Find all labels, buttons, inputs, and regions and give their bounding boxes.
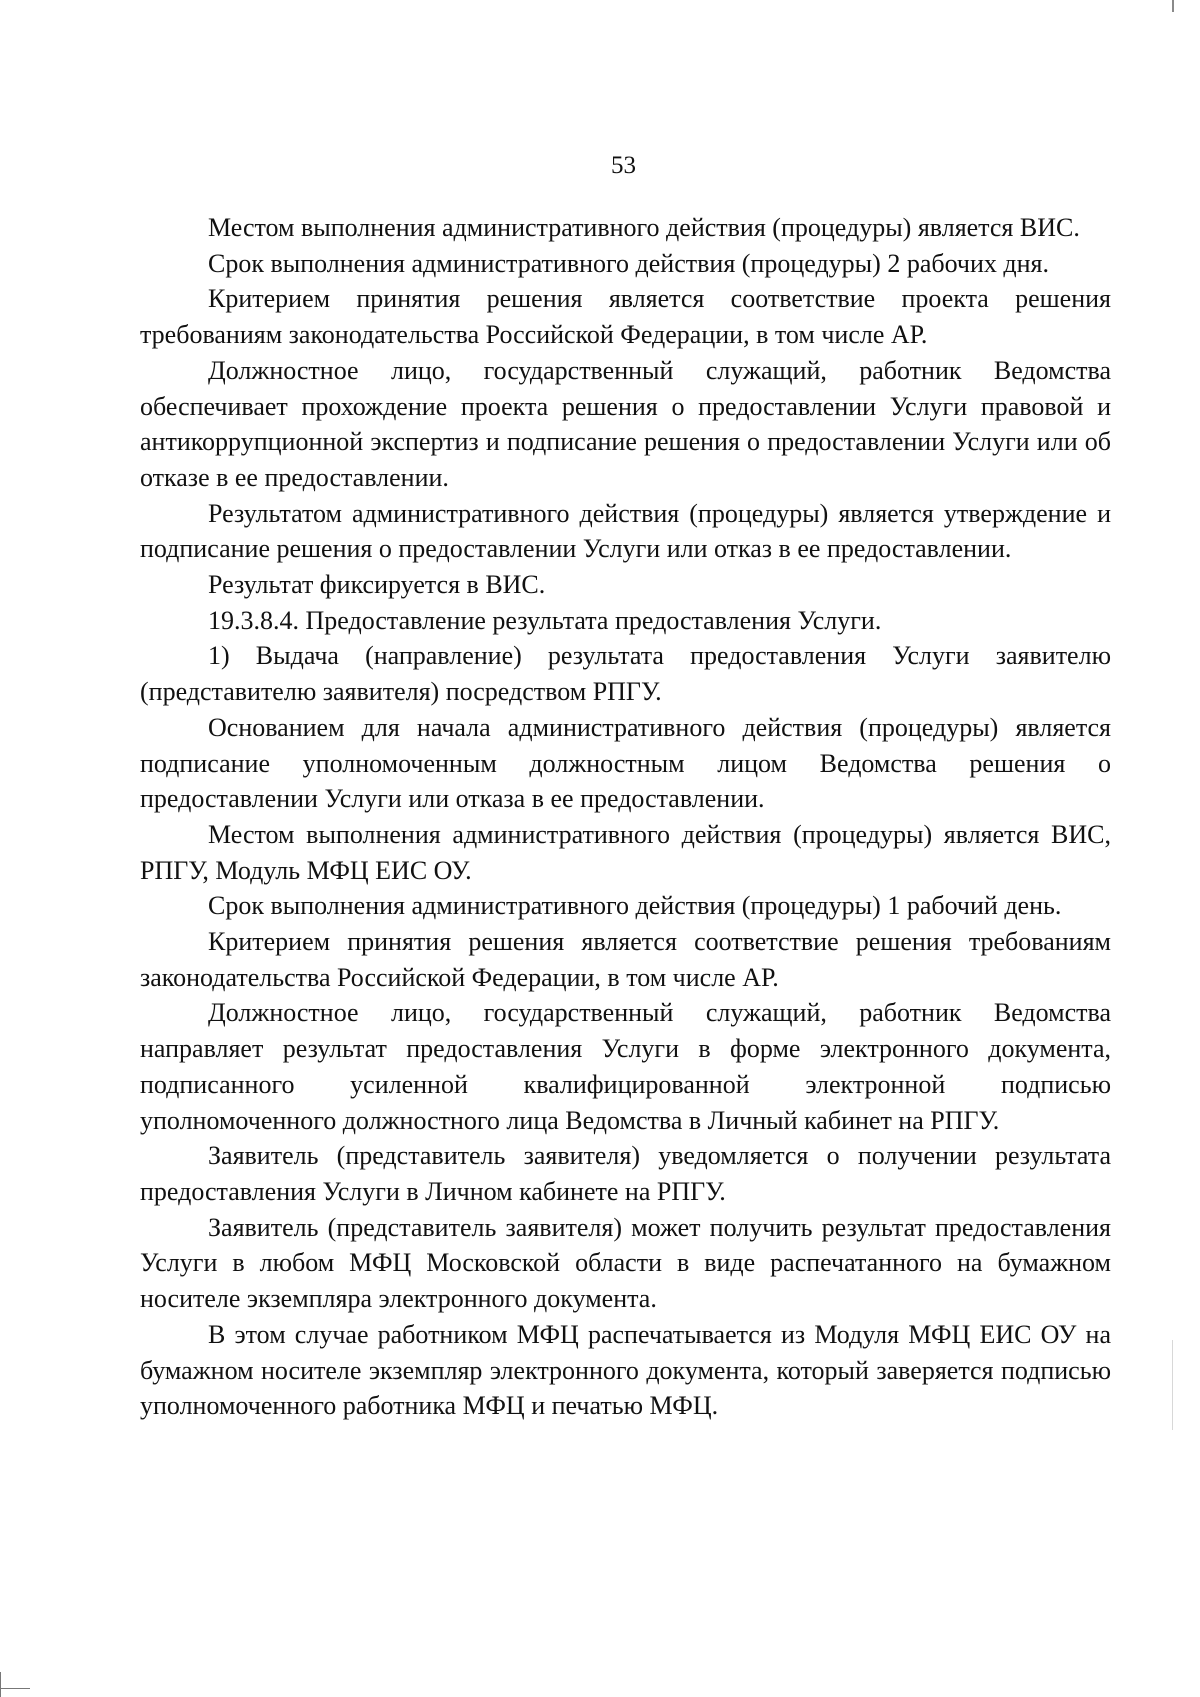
paragraph: Результат фиксируется в ВИС. (208, 570, 546, 600)
scan-edge-mark (1172, 1340, 1173, 1430)
paragraph: Должностное лицо, государственный служащий, работник Ведомства обеспечивает прохождение проекта решения о предоставлении Услуги правовой и антикоррупционной экспертиз и подписание решения о предоставлении Услуги или об отказе в ее предоставлении. (140, 355, 1111, 492)
scan-corner-mark (0, 1672, 1, 1697)
paragraph: 1) Выдача (направление) результата предоставления Услуги заявителю (представителю заявителя) посредством РПГУ. (140, 641, 1111, 707)
paragraph: Критерием принятия решения является соответствие проекта решения требованиям законодательства Российской Федерации, в том числе АР. (140, 284, 1111, 350)
paragraph: Критерием принятия решения является соответствие решения требованиям законодательства Российской Федерации, в том числе АР. (140, 927, 1111, 992)
paragraph: Местом выполнения административного действия (процедуры) является ВИС. (208, 213, 1080, 242)
document-body (140, 210, 1111, 1424)
paragraph: Заявитель (представитель заявителя) может получить результат предоставления Услуги в любом МФЦ Московской области в виде распечатанного на бумажном носителе экземпляра электронного документа. (140, 1212, 1111, 1314)
scan-edge-mark (1172, 0, 1174, 12)
paragraph: Результатом административного действия (процедуры) является утверждение и подписание решения о предоставлении Услуги или отказ в ее предоставлении. (140, 498, 1111, 564)
paragraph: В этом случае работником МФЦ распечатывается из Модуля МФЦ ЕИС ОУ на бумажном носителе экземпляр электронного документа, который заверяется подписью уполномоченного работника МФЦ и печатью МФЦ. (140, 1319, 1111, 1421)
paragraph: Заявитель (представитель заявителя) уведомляется о получении результата предоставления Услуги в Личном кабинете на РПГУ. (140, 1141, 1111, 1206)
paragraph: Срок выполнения административного действия (процедуры) 2 рабочих дня. (208, 248, 1050, 278)
paragraph: Местом выполнения административного действия (процедуры) является ВИС, РПГУ, Модуль МФЦ ЕИС ОУ. (140, 819, 1111, 885)
page-number: 53 (611, 152, 636, 179)
paragraph: Должностное лицо, государственный служащий, работник Ведомства направляет результат предоставления Услуги в форме электронного документа, подписанного усиленной квалифицированной электронной подписью уполномоченного должностного лица Ведомства в Личный кабинет на РПГУ. (140, 998, 1111, 1135)
section-heading: 19.3.8.4. Предоставление результата предоставления Услуги. (208, 605, 882, 635)
paragraph: Основанием для начала административного действия (процедуры) является подписание уполномоченным должностным лицом Ведомства решения о предоставлении Услуги или отказа в ее предоставлении. (140, 712, 1111, 814)
paragraph: Срок выполнения административного действия (процедуры) 1 рабочий день. (208, 891, 1062, 921)
scan-corner-mark (0, 1688, 30, 1689)
